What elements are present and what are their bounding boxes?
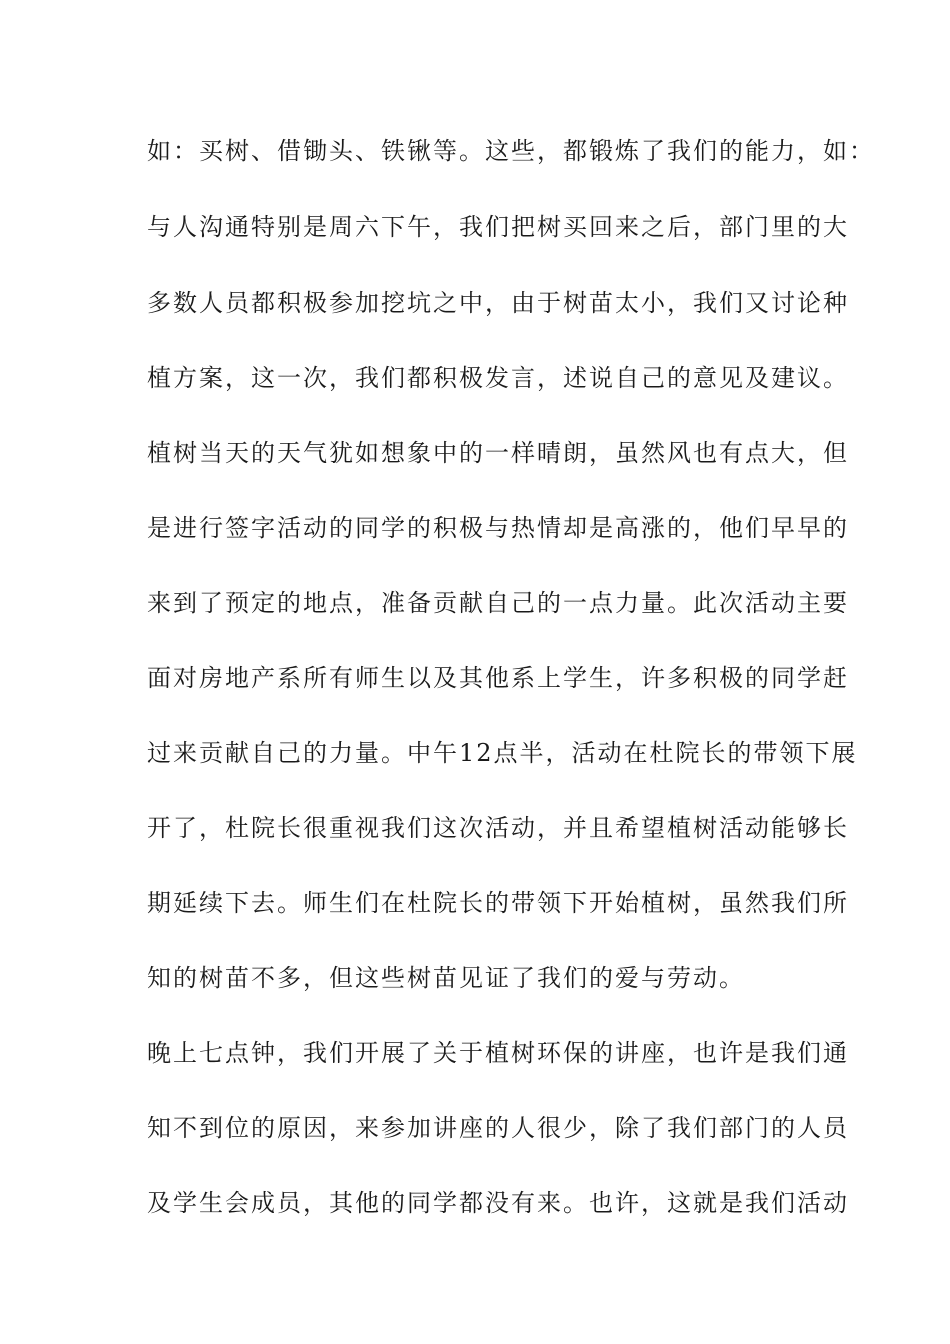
text-line: 过来贡献自己的力量。中午12点半，活动在杜院长的带领下展 [147, 739, 858, 767]
text-line: 多数人员都积极参加挖坑之中，由于树苗太小，我们又讨论种 [147, 289, 849, 317]
text-line: 知的树苗不多，但这些树苗见证了我们的爱与劳动。 [147, 964, 745, 992]
text-line: 与人沟通特别是周六下午，我们把树买回来之后，部门里的大 [147, 213, 849, 241]
text-line: 面对房地产系所有师生以及其他系上学生，许多积极的同学赶 [147, 664, 849, 692]
text-line: 来到了预定的地点，准备贡献自己的一点力量。此次活动主要 [147, 589, 849, 617]
text-line: 是进行签字活动的同学的积极与热情却是高涨的，他们早早的 [147, 514, 849, 542]
text-line: 及学生会成员，其他的同学都没有来。也许，这就是我们活动 [147, 1189, 849, 1217]
text-line: 植方案，这一次，我们都积极发言，述说自己的意见及建议。 [147, 364, 849, 392]
text-line: 植树当天的天气犹如想象中的一样晴朗，虽然风也有点大，但 [147, 439, 849, 467]
text-line: 如：买树、借锄头、铁锹等。这些，都锻炼了我们的能力，如： [147, 137, 875, 165]
text-line: 开了，杜院长很重视我们这次活动，并且希望植树活动能够长 [147, 814, 849, 842]
text-line: 晚上七点钟，我们开展了关于植树环保的讲座，也许是我们通 [147, 1039, 849, 1067]
text-line: 知不到位的原因，来参加讲座的人很少，除了我们部门的人员 [147, 1114, 849, 1142]
text-line: 期延续下去。师生们在杜院长的带领下开始植树，虽然我们所 [147, 889, 849, 917]
